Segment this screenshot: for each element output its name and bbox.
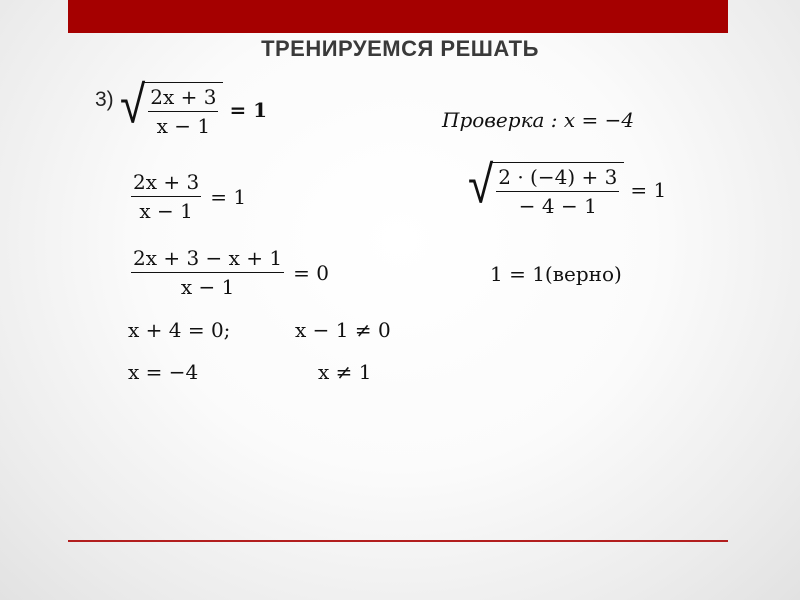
slide-title: ТРЕНИРУЕМСЯ РЕШАТЬ (261, 36, 539, 61)
main-numerator: 2x + 3 (148, 85, 218, 112)
check-denominator: − 4 − 1 (518, 194, 597, 218)
step-1-equation (128, 170, 246, 223)
check-numerator: 2 · (−4) + 3 (496, 165, 619, 192)
step-1-fraction (131, 170, 201, 223)
step-1-rhs: = 1 (210, 184, 247, 209)
step-3-right (295, 318, 391, 342)
step-2-denominator: x − 1 (180, 275, 235, 299)
step-2-numerator: 2x + 3 − x + 1 (131, 246, 284, 273)
step-4-left-text: x = −4 (128, 360, 199, 384)
bottom-divider (68, 540, 728, 542)
step-3-left (128, 318, 230, 342)
main-equation (120, 73, 268, 138)
step-2-equation (128, 246, 329, 299)
step-2-fraction (131, 246, 284, 299)
check-fraction (496, 165, 619, 218)
check-radical-sign-icon: √ (468, 153, 494, 216)
step-1-denominator: x − 1 (139, 199, 193, 223)
problem-number: 3) (95, 88, 114, 111)
step-2-rhs: = 0 (293, 260, 329, 285)
radical-sign-icon: √ (120, 73, 146, 136)
step-4-right (318, 360, 371, 384)
step-3-right-text: x − 1 ≠ 0 (295, 318, 391, 342)
top-accent-bar (68, 0, 728, 33)
check-rhs: = 1 (630, 178, 667, 202)
main-fraction (148, 85, 218, 138)
step-4-left (128, 360, 198, 384)
step-4-right-text: x ≠ 1 (318, 360, 372, 384)
check-label-text: Проверка : x = −4 (442, 108, 635, 132)
step-3-left-text: x + 4 = 0; (128, 318, 231, 342)
main-rhs: = 1 (229, 98, 268, 122)
square-root (120, 73, 223, 138)
main-denominator: x − 1 (156, 114, 211, 138)
check-square-root (468, 153, 624, 218)
check-result (490, 262, 622, 286)
check-label (442, 108, 634, 132)
check-result-text: 1 = 1(верно) (490, 262, 622, 286)
check-equation (468, 153, 667, 218)
step-1-numerator: 2x + 3 (131, 170, 201, 197)
